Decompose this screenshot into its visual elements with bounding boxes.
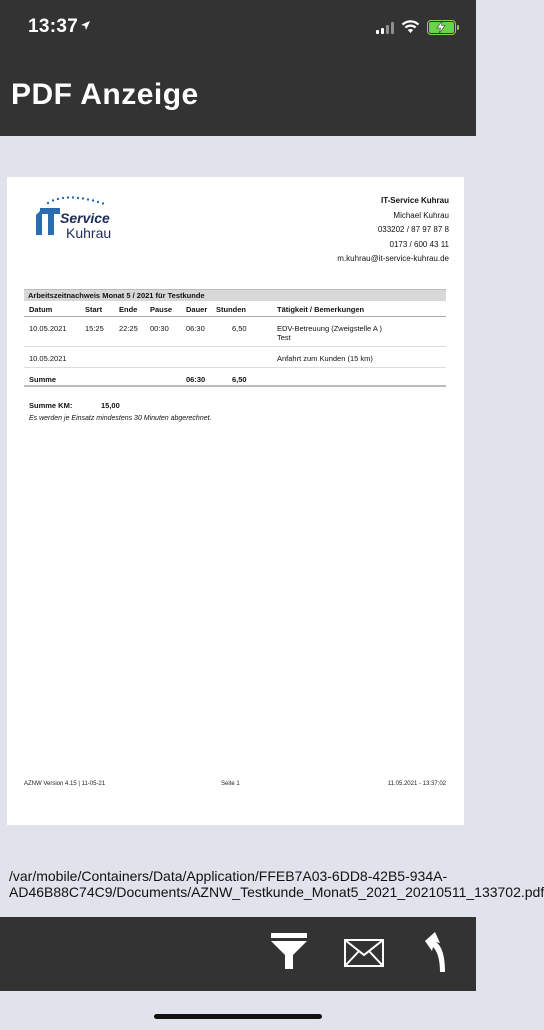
- cellular-signal-icon: [376, 22, 394, 34]
- activity-note: Test: [277, 333, 291, 342]
- company-logo: [30, 195, 130, 241]
- filter-icon[interactable]: [270, 931, 308, 971]
- logo-service-text: Service: [60, 210, 110, 226]
- email-address: m.kuhrau@it-service-kuhrau.de: [337, 254, 449, 263]
- page-title: PDF Anzeige: [11, 78, 199, 111]
- header-datum: Datum: [29, 305, 53, 314]
- header-pause: Pause: [150, 305, 173, 314]
- mobile-number: 0173 / 600 43 11: [389, 239, 449, 249]
- header-stunden: Stunden: [216, 305, 246, 314]
- summe-km-value: 15,00: [101, 401, 120, 410]
- top-bar: [0, 0, 476, 136]
- battery-icon: [427, 20, 456, 35]
- mail-icon[interactable]: [344, 939, 384, 967]
- company-name: IT-Service Kuhrau: [380, 196, 449, 205]
- contact-name: Michael Kuhrau: [393, 210, 449, 220]
- summe-label: Summe: [29, 375, 57, 384]
- cell-stunden: 6,50: [232, 324, 247, 333]
- back-arrow-icon[interactable]: [423, 931, 451, 973]
- home-indicator[interactable]: [154, 1014, 322, 1019]
- table-header: [24, 301, 446, 317]
- cell-start: 15:25: [85, 324, 104, 333]
- logo-kuhrau-text: Kuhrau: [66, 225, 112, 241]
- cell-dauer: 06:30: [186, 324, 205, 333]
- status-time: 13:37: [28, 16, 79, 37]
- header-ende: Ende: [119, 305, 138, 314]
- timesheet-table: [24, 289, 446, 387]
- header-start: Start: [85, 305, 103, 314]
- billing-note: Es werden je Einsatz mindestens 30 Minuten abgerechnet.: [29, 415, 212, 422]
- phone-number: 033202 / 87 97 87 8: [377, 225, 449, 234]
- cell-pause: 00:30: [150, 324, 169, 333]
- table-title: Arbeitszeitnachweis Monat 5 / 2021 für Testkunde: [24, 289, 446, 301]
- charging-bolt-icon: [436, 21, 446, 33]
- cell-taetigkeit: Anfahrt zum Kunden (15 km): [277, 354, 373, 363]
- bottom-toolbar: [0, 917, 476, 991]
- table-row: [24, 347, 446, 368]
- cell-ende: 22:25: [119, 324, 138, 333]
- table-row: [24, 317, 446, 347]
- wifi-icon: [401, 19, 420, 34]
- summe-row: [24, 368, 446, 387]
- location-arrow-icon: [80, 20, 91, 31]
- activity-text: EDV-Betreuung (Zweigstelle A ): [277, 324, 383, 333]
- cell-datum: 10.05.2021: [29, 324, 67, 333]
- summe-dauer: 06:30: [186, 375, 206, 384]
- cell-taetigkeit: [277, 324, 382, 342]
- pdf-page[interactable]: [7, 177, 464, 825]
- file-path: /var/mobile/Containers/Data/Application/FFEB7A03-6DD8-42B5-934A-AD46B88C74C9/Documents/AZNW_Testkunde_Monat5_2021_20210511_133702.pdf: [9, 868, 544, 900]
- footer-page: Seite 1: [221, 781, 240, 787]
- header-taetigkeit: Tätigkeit / Bemerkungen: [277, 305, 365, 314]
- summe-km-label: Summe KM:: [29, 401, 73, 410]
- company-address: [337, 194, 449, 267]
- summe-stunden: 6,50: [232, 375, 247, 384]
- summe-km: [29, 401, 120, 410]
- footer-timestamp: 11.05.2021 - 13:37:02: [387, 781, 446, 787]
- header-dauer: Dauer: [186, 305, 208, 314]
- cell-datum: 10.05.2021: [29, 354, 67, 363]
- footer-version: AZNW Version 4.15 | 11-05-21: [24, 781, 106, 787]
